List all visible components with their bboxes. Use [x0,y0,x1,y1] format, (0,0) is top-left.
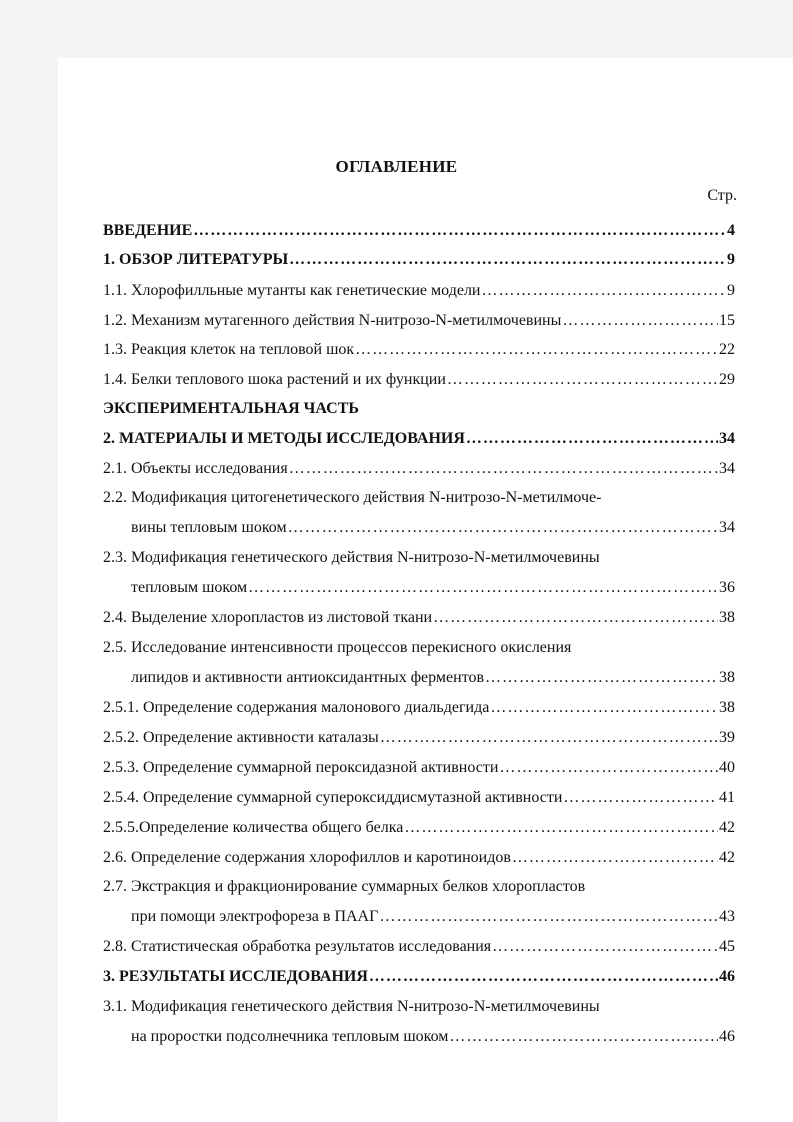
toc-entry[interactable] [103,250,735,270]
dot-leader [563,788,718,808]
toc-entry-page: 38 [719,609,735,626]
toc-entry[interactable] [103,311,735,331]
toc-entry-label: 2. МАТЕРИАЛЫ И МЕТОДЫ ИССЛЕДОВАНИЯ [103,430,465,447]
toc-entry[interactable] [103,608,735,628]
toc-entry-label: 1.2. Механизм мутагенного действия N-нитрозо-N-метилмочевины [103,312,562,329]
toc-entry-page: 46 [719,968,735,985]
toc-entry-label: 2.5.5.Определение количества общего белка [103,819,404,836]
toc-entry-label: вины тепловым шоком [131,519,287,536]
toc-entry-page: 40 [719,759,735,776]
dot-leader [289,459,718,479]
toc-entry-label: 2.8. Статистическая обработка результатов исследования [103,938,492,955]
toc-entry-page: 9 [727,251,735,268]
toc-entry[interactable] [131,668,735,688]
page-column-label: Стр. [707,187,737,204]
dot-leader [193,221,726,241]
dot-leader [369,967,718,987]
dot-leader [562,311,718,331]
dot-leader [380,728,718,748]
toc-entry[interactable] [103,698,735,718]
dot-leader [485,668,718,688]
dot-leader [490,698,718,718]
toc-entry-label: липидов и активности антиоксидантных ферментов [131,669,485,686]
toc-entry[interactable] [103,818,735,838]
toc-entry[interactable] [103,221,735,241]
dot-leader [481,281,726,301]
toc-entry-page: 22 [719,341,735,358]
toc-entry-label: при помощи электрофореза в ПААГ [131,908,379,925]
toc-entry[interactable] [131,907,735,927]
toc-entry[interactable] [103,967,735,987]
toc-entry-page: 9 [727,282,735,299]
toc-entry-page: 42 [719,849,735,866]
toc-entry-page: 43 [719,908,735,925]
toc-entry-label: 2.5.1. Определение содержания малонового диальдегида [103,699,490,716]
toc-entry-label: 2.5.4. Определение суммарной супероксиддисмутазной активности [103,789,563,806]
dot-leader [512,848,718,868]
toc-entry-label: 2.4. Выделение хлоропластов из листовой ткани [103,609,433,626]
dot-leader [355,340,718,360]
toc-entry-label: 2.1. Объекты исследования [103,460,288,477]
toc-entry-page: 42 [719,819,735,836]
toc-entry[interactable] [131,578,735,598]
dot-leader [289,250,726,270]
toc-entry-label: 1.1. Хлорофилльные мутанты как генетические модели [103,282,481,299]
dot-leader [499,758,718,778]
toc-entry-label-line[interactable]: 2.3. Модификация генетического действия N-нитрозо-N-метилмочевины [103,549,600,566]
toc-entry-label: 1.4. Белки теплового шока растений и их функции [103,371,446,388]
toc-entry[interactable] [103,758,735,778]
dot-leader [379,907,718,927]
toc-entry[interactable] [103,370,735,390]
toc-section-heading[interactable]: ЭКСПЕРИМЕНТАЛЬНАЯ ЧАСТЬ [103,400,359,417]
toc-entry-page: 41 [719,789,735,806]
dot-leader [404,818,718,838]
toc-entry-page: 38 [719,669,735,686]
dot-leader [447,370,718,390]
toc-entry-label-line[interactable]: 2.5. Исследование интенсивности процессов перекисного окисления [103,639,572,656]
toc-entry[interactable] [103,728,735,748]
toc-entry-page: 39 [719,729,735,746]
dot-leader [288,518,718,538]
toc-entry-page: 29 [719,371,735,388]
toc-entry-page: 34 [719,519,735,536]
toc-entry-page: 38 [719,699,735,716]
dot-leader [433,608,718,628]
dot-leader [449,1027,718,1047]
toc-entry-label-line[interactable]: 3.1. Модификация генетического действия N-нитрозо-N-метилмочевины [103,998,600,1015]
page-title: ОГЛАВЛЕНИЕ [335,157,458,176]
toc-entry-page: 36 [719,579,735,596]
toc-entry[interactable] [103,848,735,868]
toc-entry[interactable] [103,937,735,957]
toc-entry-label: 1.3. Реакция клеток на тепловой шок [103,341,355,358]
toc-entry-page: 4 [727,222,735,239]
toc-entry[interactable] [103,429,735,449]
toc-entry-label: 2.5.2. Определение активности каталазы [103,729,379,746]
toc-entry-label: 3. РЕЗУЛЬТАТЫ ИССЛЕДОВАНИЯ [103,968,368,985]
toc-entry[interactable] [103,788,735,808]
toc-entry-label-line[interactable]: 2.7. Экстракция и фракционирование суммарных белков хлоропластов [103,878,586,895]
toc-entry[interactable] [131,518,735,538]
toc-entry-label: 2.5.3. Определение суммарной пероксидазной активности [103,759,499,776]
toc-entry[interactable] [131,1027,735,1047]
toc-entry-label: на проростки подсолнечника тепловым шоком [131,1028,449,1045]
toc-entry[interactable] [103,281,735,301]
toc-entry-label: тепловым шоком [131,579,248,596]
toc-entry-page: 34 [719,430,735,447]
toc-entry-page: 46 [719,1028,735,1045]
dot-leader [248,578,718,598]
toc-entry-page: 45 [719,938,735,955]
toc-entry[interactable] [103,340,735,360]
dot-leader [492,937,718,957]
toc-entry-label: 1. ОБЗОР ЛИТЕРАТУРЫ [103,251,289,268]
toc-entry-page: 34 [719,460,735,477]
toc-entry[interactable] [103,459,735,479]
toc-entry-label-line[interactable]: 2.2. Модификация цитогенетического действия N-нитрозо-N-метилмоче- [103,489,602,506]
toc-entry-page: 15 [719,312,735,329]
dot-leader [466,429,718,449]
toc-entry-label: ВВЕДЕНИЕ [103,222,193,239]
toc-entry-label: 2.6. Определение содержания хлорофиллов и каротиноидов [103,849,511,866]
